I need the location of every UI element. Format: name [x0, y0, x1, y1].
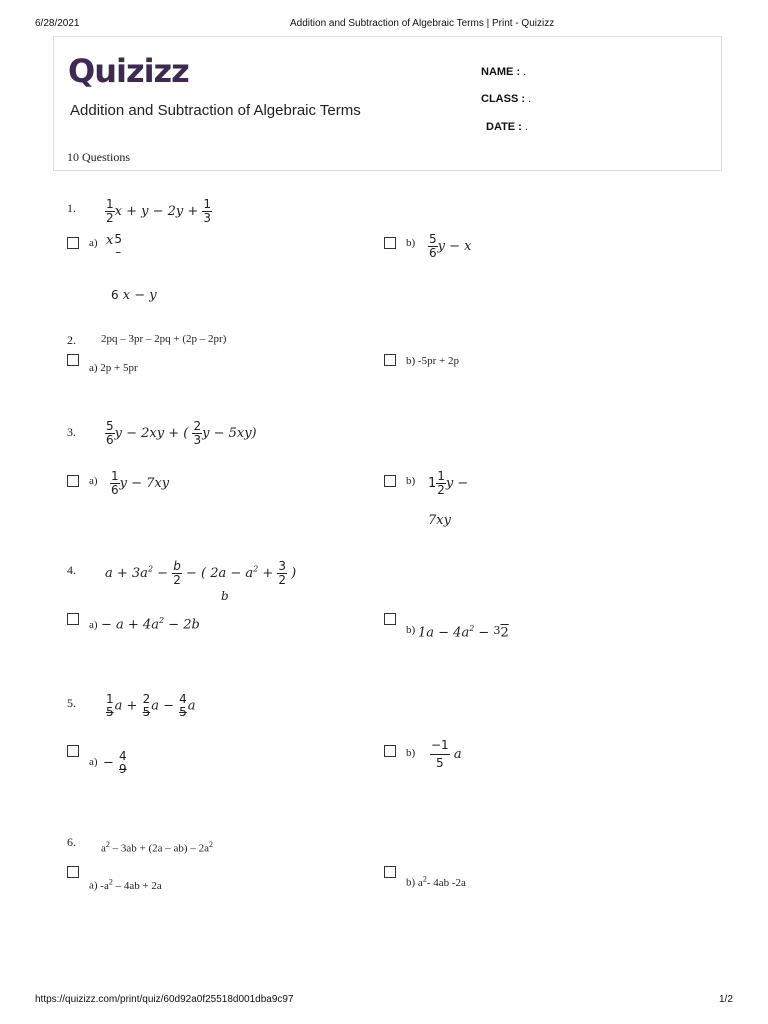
answer-checkbox[interactable] — [67, 354, 79, 366]
print-title: Addition and Subtraction of Algebraic Terms | Print - Quizizz — [290, 18, 555, 29]
class-label: CLASS : — [481, 93, 525, 105]
question-number: 5. — [67, 696, 76, 710]
answer-checkbox[interactable] — [67, 866, 79, 878]
question-1-expression: $\frac{1}{2}$ x + y − 2y + $\frac{1}{3}$ — [106, 197, 212, 225]
option-b-expression: $\frac{-1}{5}$ a — [431, 738, 462, 770]
option-a-expression: − $a + 4a^2 - 2b$ — [101, 616, 200, 633]
class-value: . — [528, 93, 532, 105]
option-letter: b) — [406, 355, 416, 367]
option-b-label: b) — [406, 624, 416, 636]
option-b-label: b) — [406, 237, 416, 249]
option-b-label: b) — [406, 747, 416, 759]
option-a-expression: − 4 9 — [103, 749, 127, 776]
quiz-title: Addition and Subtraction of Algebraic Terms — [70, 102, 361, 119]
question-4-expression: $a + 3a^2$ − $\frac{b}{2}$ − ( $2a - a^2$ + $\frac{3}{2}$ ) — [105, 559, 297, 587]
answer-checkbox[interactable] — [384, 745, 396, 757]
option-a-label: a) — [89, 619, 98, 631]
page-number: 1/2 — [719, 994, 733, 1005]
question-6-expression: $a^2 - 3ab + (2a - ab) - 2a^2$ — [101, 840, 213, 855]
option-b-expression: $1a - 4a^2 - ^32$ — [418, 624, 509, 641]
question-5-expression: 1 5 a + 2 5 a − 4 5 a — [106, 692, 196, 719]
answer-checkbox[interactable] — [67, 613, 79, 625]
option-b-label: b) — [406, 475, 416, 487]
option-b-text: $a^2-$ 4ab -2a — [417, 874, 466, 889]
answer-checkbox[interactable] — [67, 237, 79, 249]
print-date: 6/28/2021 — [35, 18, 80, 29]
option-b-expression: 1 $\frac{1}{2}$ y − — [428, 469, 469, 497]
option-b-text: -5pr + 2p — [417, 355, 459, 367]
question-2-expression: 2pq – 3pr – 2pq + (2p – 2pr) — [101, 333, 227, 345]
date-value: . — [524, 121, 528, 133]
question-number: 6. — [67, 835, 76, 849]
option-a-label: a) — [89, 475, 98, 487]
option-a-expression: x 5 – — [106, 232, 122, 259]
question-number: 4. — [67, 563, 76, 577]
option-a-label: a) — [89, 756, 98, 768]
date-label: DATE : — [486, 121, 522, 133]
option-a-expression: $\frac{1}{6}$ y − 7xy — [111, 469, 170, 497]
option-a-text: 2p + 5pr — [100, 362, 138, 374]
question-4-denominator: b — [221, 589, 229, 603]
answer-checkbox[interactable] — [384, 475, 396, 487]
option-a-label — [89, 362, 138, 374]
date-field — [486, 121, 528, 133]
option-letter: a) — [89, 879, 98, 892]
option-a-text: $-a^2 - 4ab + 2a$ — [100, 877, 162, 892]
name-field — [481, 66, 526, 78]
footer-url: https://quizizz.com/print/quiz/60d92a0f25518d001dba9c97 — [35, 994, 294, 1005]
quizizz-logo: Quizizz — [68, 52, 189, 90]
answer-checkbox[interactable] — [384, 866, 396, 878]
answer-checkbox[interactable] — [67, 745, 79, 757]
option-b-label — [406, 874, 466, 889]
question-number: 2. — [67, 333, 76, 347]
answer-checkbox[interactable] — [384, 613, 396, 625]
question-count: 10 Questions — [67, 150, 130, 164]
option-b-expression: $\frac{5}{6}$ y − x — [429, 232, 472, 260]
option-b-expression-cont: 7xy — [428, 513, 451, 528]
question-number: 1. — [67, 201, 76, 215]
answer-checkbox[interactable] — [384, 354, 396, 366]
class-field — [481, 93, 531, 105]
answer-checkbox[interactable] — [384, 237, 396, 249]
answer-checkbox[interactable] — [67, 475, 79, 487]
option-a-expression-cont: 6 x − y — [111, 288, 157, 303]
option-a-label: a) — [89, 237, 98, 249]
option-letter: a) — [89, 362, 98, 374]
option-letter: b) — [406, 876, 416, 889]
question-number: 3. — [67, 425, 76, 439]
question-3-expression: $\frac{5}{6}$ y − 2xy + ( $\frac{2}{3}$ y − 5xy) — [106, 419, 257, 447]
option-b-label — [406, 355, 459, 367]
name-label: NAME : — [481, 66, 521, 78]
name-value: . — [523, 66, 527, 78]
option-a-label — [89, 877, 162, 892]
